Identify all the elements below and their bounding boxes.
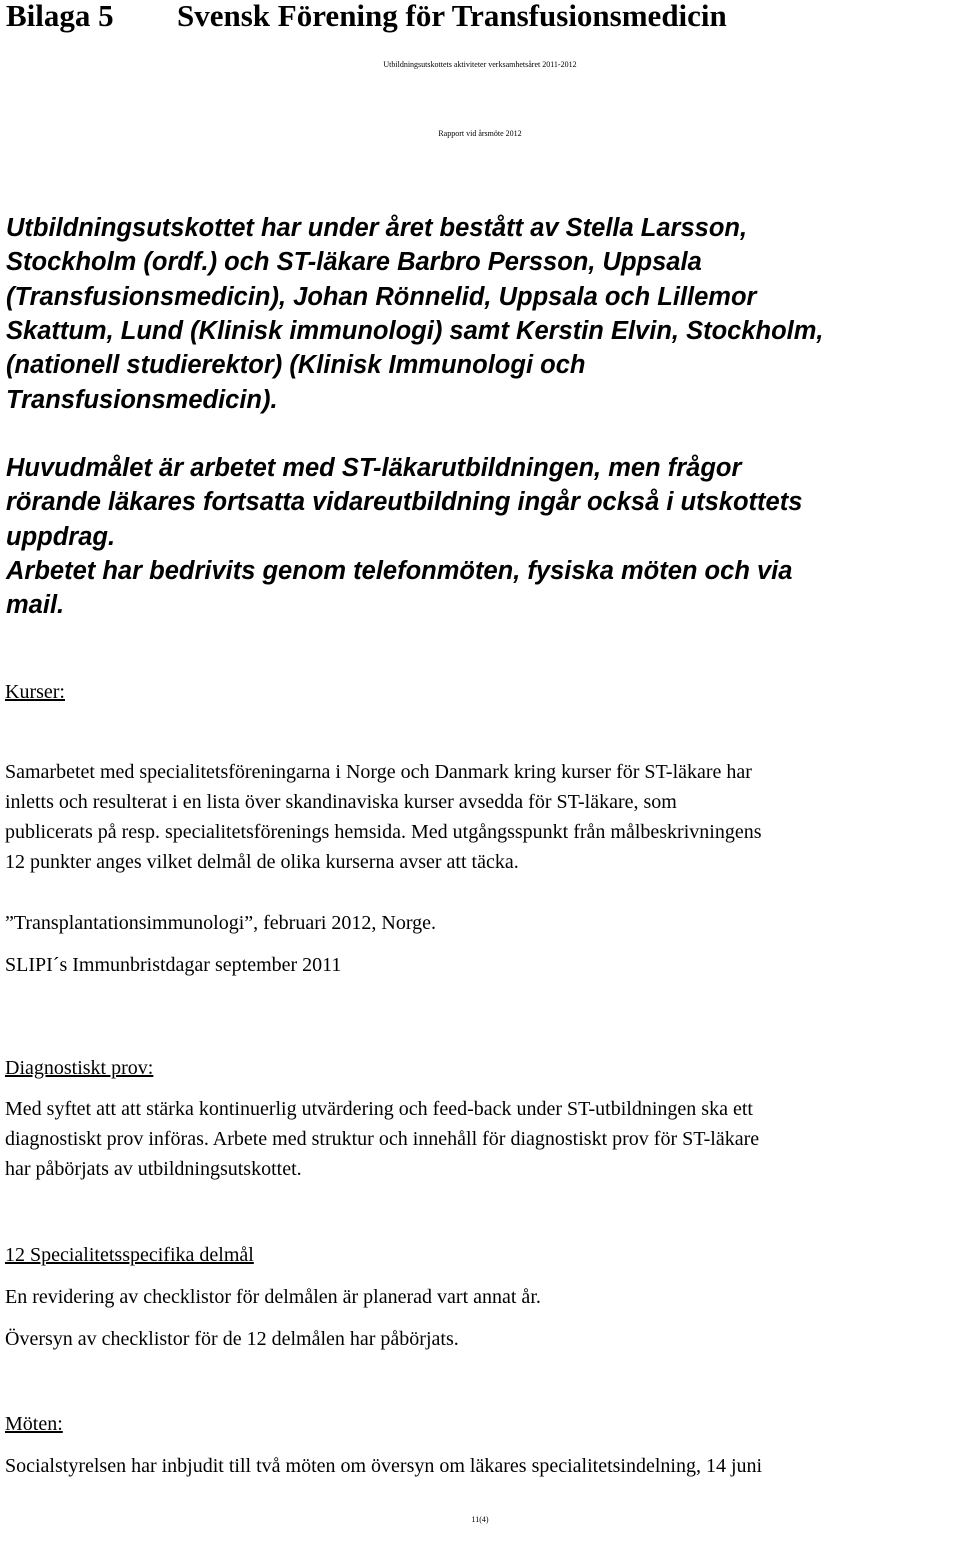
- diagnostic-line: diagnostiskt prov införas. Arbete med struktur och innehåll för diagnostiskt prov för ST-läkare: [5, 1128, 760, 1150]
- page-number: 11(4): [471, 1515, 489, 1524]
- intro-line: Stockholm (ordf.) och ST-läkare Barbro Persson, Uppsala: [6, 248, 702, 276]
- goals12-line: En revidering av checklistor för delmålen är planerad vart annat år.: [5, 1286, 541, 1308]
- diagnostic-line: har påbörjats av utbildningsutskottet.: [5, 1158, 302, 1180]
- intro-line: Skattum, Lund (Klinisk immunologi) samt Kerstin Elvin, Stockholm,: [6, 317, 824, 345]
- goal-line: Arbetet har bedrivits genom telefonmöten, fysiska möten och via: [6, 557, 793, 585]
- diagnostic-line: Med syftet att att stärka kontinuerlig utvärdering och feed-back under ST-utbildningen ska ett: [5, 1098, 753, 1120]
- intro-line: (nationell studierektor) (Klinisk Immunologi och: [6, 351, 586, 379]
- goal-line: mail.: [6, 591, 65, 619]
- organization-name: Svensk Förening för Transfusionsmedicin: [177, 0, 727, 33]
- intro-line: Utbildningsutskottet har under året bestått av Stella Larsson,: [6, 214, 748, 242]
- courses-line: inletts och resulterat i en lista över skandinaviska kurser avsedda för ST-läkare, som: [5, 791, 677, 813]
- goal-line: rörande läkares fortsatta vidareutbildning ingår också i utskottets: [6, 488, 803, 516]
- meetings-line: Socialstyrelsen har inbjudit till två möten om översyn om läkares specialitetsindelning, 14 juni: [5, 1455, 763, 1477]
- page-header: [6, 0, 727, 34]
- courses-line: 12 punkter anges vilket delmål de olika kurserna avser att täcka.: [5, 851, 519, 873]
- course-item: ”Transplantationsimmunologi”, februari 2012, Norge.: [5, 912, 437, 934]
- meetings-heading: Möten:: [5, 1413, 63, 1435]
- courses-line: Samarbetet med specialitetsföreningarna i Norge och Danmark kring kurser för ST-läkare har: [5, 761, 752, 783]
- course-item: SLIPI´s Immunbristdagar september 2011: [5, 954, 342, 976]
- goal-line: uppdrag.: [6, 523, 116, 551]
- goals12-heading: 12 Specialitetsspecifika delmål: [5, 1244, 254, 1266]
- report-title: Utbildningsutskottets aktiviteter verksamhetsåret 2011-2012: [383, 60, 577, 69]
- goal-line: Huvudmålet är arbetet med ST-läkarutbildningen, men frågor: [6, 454, 742, 482]
- courses-line: publicerats på resp. specialitetsförenings hemsida. Med utgångsspunkt från målbeskrivningens: [5, 821, 762, 843]
- intro-line: Transfusionsmedicin).: [6, 386, 278, 414]
- appendix-label: Bilaga 5: [6, 0, 114, 33]
- intro-line: (Transfusionsmedicin), Johan Rönnelid, Uppsala och Lillemor: [6, 283, 757, 311]
- diagnostic-heading: Diagnostiskt prov:: [5, 1057, 154, 1079]
- report-subtitle: Rapport vid årsmöte 2012: [438, 129, 522, 138]
- courses-heading: Kurser:: [5, 681, 65, 703]
- goals12-line: Översyn av checklistor för de 12 delmålen har påbörjats.: [5, 1328, 459, 1350]
